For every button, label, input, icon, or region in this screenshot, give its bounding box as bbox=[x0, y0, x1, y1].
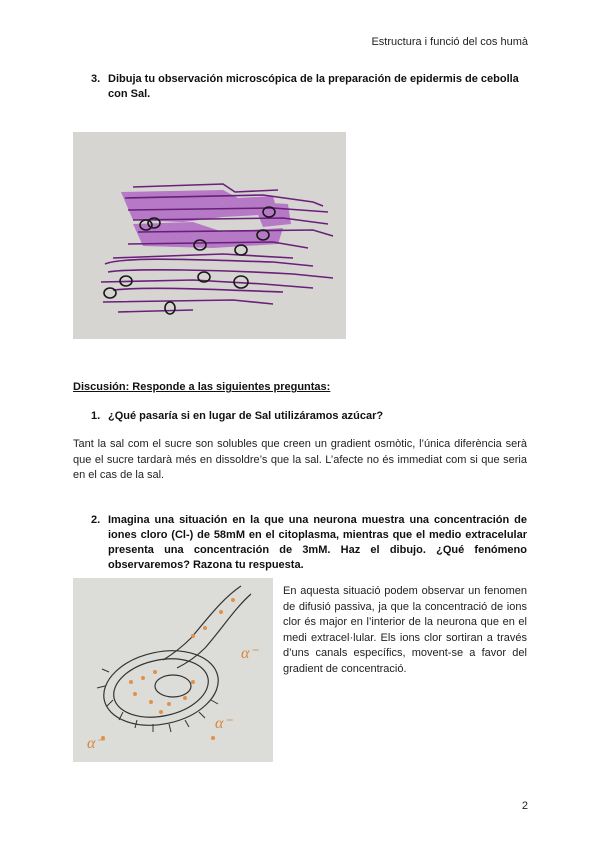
question-3 bbox=[91, 72, 531, 102]
onion-epidermis-drawing bbox=[73, 132, 346, 339]
discussion-heading: Discusión: Responde a las siguientes preguntas: bbox=[73, 381, 331, 393]
page-header: Estructura i funció del cos humà bbox=[371, 36, 528, 48]
ion-label-1: α⁻ bbox=[241, 645, 258, 662]
question-1 bbox=[91, 409, 383, 424]
onion-cells-sketch bbox=[73, 132, 346, 339]
answer-2: En aquesta situació podem observar un fenomen de difusió passiva, ja que la concentració de ions clor és major en l’interior de la neurona que en el medi extracel·lular. Els ions clor sortiran a través d’uns canals específics, movent-se a favor del gradient de concentració. bbox=[283, 585, 527, 675]
question-2-text: Imagina una situación en la que una neurona muestra una concentración de iones cloro (Cl-) de 58mM en el citoplasma, mientras que el medio extracelular presenta una concentración de 3mM. Haz el dibujo. ¿Qué fenómeno observaremos? Razona tu respuesta. bbox=[108, 514, 527, 571]
question-2-number: 2. bbox=[91, 514, 101, 526]
question-3-number: 3. bbox=[91, 73, 101, 85]
ion-label-3: α⁻ bbox=[87, 735, 104, 752]
ion-label-2: α⁻ bbox=[215, 715, 232, 732]
neuron-sketch bbox=[73, 578, 273, 762]
question-1-text: ¿Qué pasaría si en lugar de Sal utilizáramos azúcar? bbox=[108, 410, 384, 422]
question-2 bbox=[91, 513, 527, 573]
answer-1: Tant la sal com el sucre son solubles que creen un gradient osmòtic, l’única diferència serà que el sucre tardarà més en dissoldre’s que la sal. L’afecte no és immediat com si que seria en el cas de la sal. bbox=[73, 438, 527, 481]
question-3-text: Dibuja tu observación microscópica de la preparación de epidermis de cebolla con Sal. bbox=[108, 73, 519, 100]
page-number: 2 bbox=[521, 800, 528, 812]
neuron-drawing bbox=[73, 578, 273, 762]
question-1-number: 1. bbox=[91, 410, 101, 422]
